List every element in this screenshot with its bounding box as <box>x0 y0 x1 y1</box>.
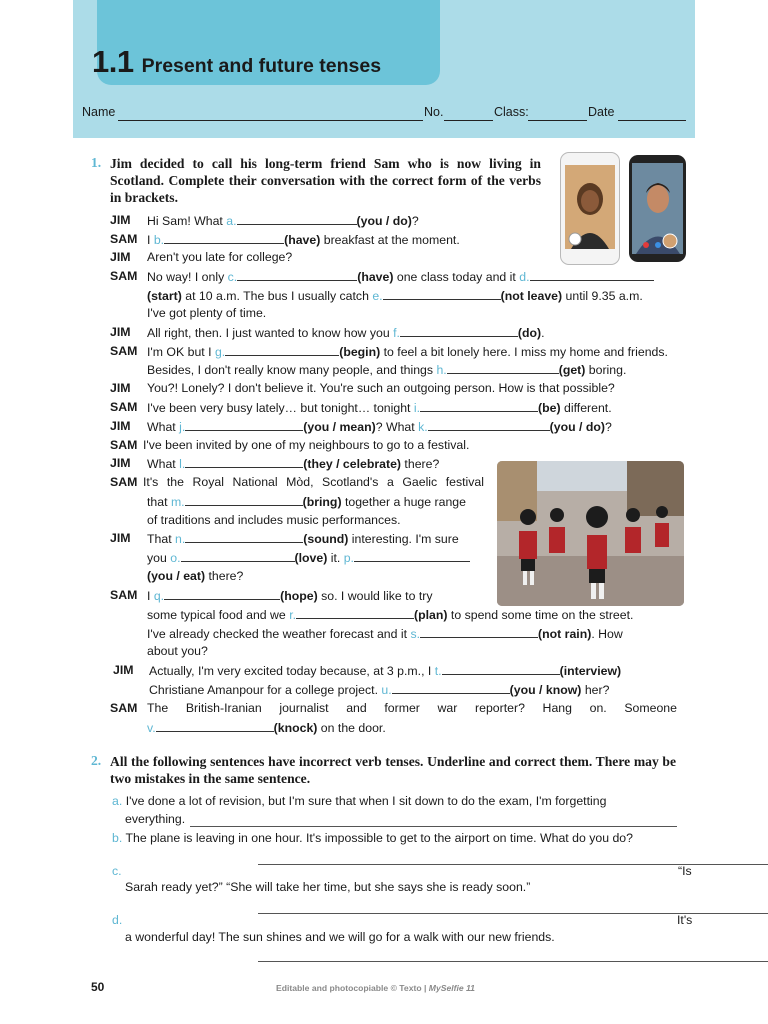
date-line[interactable] <box>618 120 686 121</box>
blank-u[interactable] <box>392 681 510 694</box>
sentence-d-start: It's <box>677 913 693 927</box>
blank-m[interactable] <box>185 493 303 506</box>
bagpipers-parade-photo <box>497 461 684 606</box>
dialogue-line: Actually, I'm very excited today because, at 3 p.m., I t. (interview) <box>149 664 622 678</box>
sentence-d: a wonderful day! The sun shines and we will go for a walk with our new friends. <box>125 930 555 944</box>
page-title <box>92 44 381 84</box>
answer-line-a[interactable] <box>190 826 677 827</box>
dialogue-line: All right, then. I just wanted to know how you f. (do). <box>147 326 545 340</box>
blank-e[interactable] <box>383 287 501 300</box>
dialogue-line: I've been very busy lately… but tonight… tonight i. (be) different. <box>147 401 612 415</box>
speaker-sam: SAM <box>110 588 138 602</box>
blank-k[interactable] <box>428 418 550 431</box>
speaker-sam: SAM <box>110 701 138 715</box>
dialogue-line: I've been invited by one of my neighbours to go to a festival. <box>143 438 470 452</box>
blank-p[interactable] <box>354 549 470 562</box>
sentence-c-start: “Is <box>678 864 692 878</box>
speaker-jim: JIM <box>110 325 131 339</box>
blank-a[interactable] <box>237 212 357 225</box>
speaker-sam: SAM <box>110 269 138 283</box>
exercise-1-instruction: Jim decided to call his long-term friend Sam who is now living in Scotland. Complete their conversation with the correct form of the verbs in brackets. <box>110 156 541 205</box>
phone-video-call-image-2 <box>629 155 686 262</box>
speaker-sam: SAM <box>110 400 138 414</box>
dialogue-line: Hi Sam! What a. (you / do)? <box>147 214 419 228</box>
dialogue-line: It's the Royal National Mòd, Scotland's a Gaelic festival <box>143 475 484 489</box>
dialogue-line: That n. (sound) interesting. I'm sure <box>147 532 459 546</box>
speaker-jim: JIM <box>110 250 131 264</box>
blank-j[interactable] <box>185 418 303 431</box>
class-label: Class: <box>494 105 529 119</box>
dialogue-line: I'm OK but I g. (begin) to feel a bit lonely here. I miss my home and friends. <box>147 345 668 359</box>
dialogue-line: v. (knock) on the door. <box>147 721 386 735</box>
blank-d[interactable] <box>530 268 654 281</box>
sentence-d-letter: d. <box>112 913 123 927</box>
sentence-b: b. The plane is leaving in one hour. It's impossible to get to the airport on time. What do you do? <box>112 831 633 845</box>
dialogue-line: I b. (have) breakfast at the moment. <box>147 233 460 247</box>
dialogue-line: No way! I only c. (have) one class today and it d. <box>147 268 654 285</box>
name-row <box>82 105 686 123</box>
blank-h[interactable] <box>447 361 559 374</box>
answer-line-d[interactable] <box>258 961 768 962</box>
phone-video-call-image <box>560 152 620 265</box>
blank-f[interactable] <box>400 324 518 337</box>
blank-q[interactable] <box>164 587 280 600</box>
dialogue-line: Aren't you late for college? <box>147 250 293 264</box>
sentence-a-cont: everything. <box>125 812 186 826</box>
speaker-sam: SAM <box>110 438 138 452</box>
footer-credit: Editable and photocopiable © Texto | MySelfie 11 <box>276 983 475 993</box>
blank-t[interactable] <box>442 662 560 675</box>
sentence-c-letter: c. <box>112 864 122 878</box>
name-line[interactable] <box>118 120 423 121</box>
blank-l[interactable] <box>185 455 303 468</box>
speaker-jim: JIM <box>110 419 131 433</box>
dialogue-line: (start) at 10 a.m. The bus I usually catch e. (not leave) until 9.35 a.m. <box>147 289 643 303</box>
dialogue-line: Besides, I don't really know many people, and things h. (get) boring. <box>147 363 627 377</box>
no-label: No. <box>424 105 444 119</box>
speaker-jim: JIM <box>110 531 131 545</box>
class-line[interactable] <box>528 120 587 121</box>
date-label: Date <box>588 105 615 119</box>
blank-s[interactable] <box>420 625 538 638</box>
no-line[interactable] <box>444 120 493 121</box>
dialogue-line: I q. (hope) so. I would like to try <box>147 589 433 603</box>
blank-v[interactable] <box>156 719 274 732</box>
speaker-jim: JIM <box>110 381 131 395</box>
blank-o[interactable] <box>181 549 295 562</box>
speaker-sam: SAM <box>110 232 138 246</box>
dialogue-line: Christiane Amanpour for a college project. u. (you / know) her? <box>149 683 610 697</box>
page-number: 50 <box>91 980 105 994</box>
speaker-sam: SAM <box>110 344 138 358</box>
dialogue-line: I've already checked the weather forecast and it s. (not rain). How <box>147 627 623 641</box>
speaker-sam: SAM <box>110 475 138 489</box>
sentence-a: a. I've done a lot of revision, but I'm sure that when I sit down to do the exam, I'm forgetting <box>112 794 607 808</box>
blank-b[interactable] <box>164 231 284 244</box>
dialogue-line: What j. (you / mean)? What k. (you / do)? <box>147 420 612 434</box>
dialogue-line: about you? <box>147 644 208 658</box>
speaker-jim: JIM <box>110 213 131 227</box>
speaker-jim: JIM <box>110 456 131 470</box>
dialogue-line: What l. (they / celebrate) there? <box>147 457 440 471</box>
blank-n[interactable] <box>185 530 303 543</box>
dialogue-line: of traditions and includes music performances. <box>147 513 401 527</box>
unit-number: 1.1 <box>92 44 134 79</box>
dialogue-line: The British-Iranian journalist and former war reporter? Hang on. Someone <box>147 701 677 715</box>
unit-title: Present and future tenses <box>141 55 382 77</box>
sentence-c: Sarah ready yet?” “She will take her time, but she says she is ready soon.” <box>125 880 531 894</box>
exercise-1-number: 1. <box>91 155 102 170</box>
dialogue-line: I've got plenty of time. <box>147 306 267 320</box>
dialogue-line: you o. (love) it. p. <box>147 549 470 566</box>
dialogue-line: You?! Lonely? I don't believe it. You're such an outgoing person. How is that possible? <box>147 381 615 395</box>
speaker-jim: JIM <box>113 663 134 677</box>
dialogue-line: that m. (bring) together a huge range <box>147 495 466 509</box>
dialogue-line: (you / eat) there? <box>147 569 244 583</box>
blank-c[interactable] <box>237 268 357 281</box>
name-label: Name <box>82 105 116 119</box>
blank-r[interactable] <box>296 606 414 619</box>
blank-i[interactable] <box>420 399 538 412</box>
blank-g[interactable] <box>225 343 339 356</box>
exercise-2-instruction: All the following sentences have incorrect verb tenses. Underline and correct them. There may be two mistakes in the same sentence. <box>110 754 676 786</box>
exercise-2-number: 2. <box>91 753 102 768</box>
dialogue-line: some typical food and we r. (plan) to spend some time on the street. <box>147 608 634 622</box>
